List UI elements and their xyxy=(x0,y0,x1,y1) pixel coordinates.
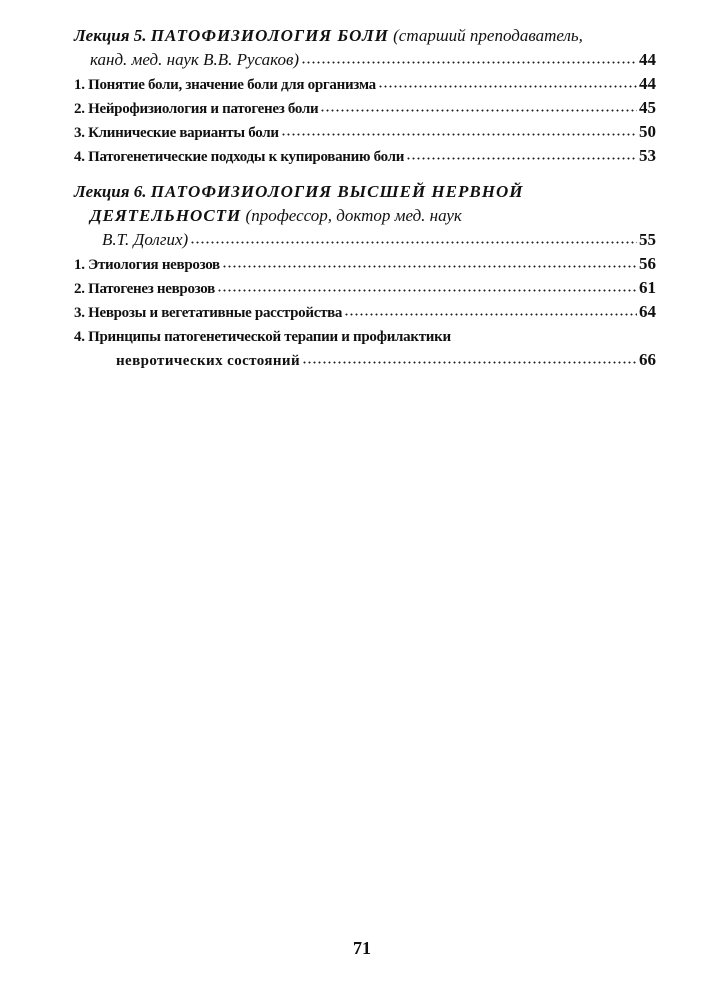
toc-entry xyxy=(74,252,656,276)
toc-entry-title: 4. Принципы патогенетической терапии и профилактики xyxy=(74,329,451,345)
toc-entry-title: 1. Понятие боли, значение боли для организма xyxy=(74,77,376,93)
leader-dots xyxy=(302,361,637,364)
toc-entry-title: 2. Нейрофизиология и патогенез боли xyxy=(74,101,319,117)
toc-entry-page: 61 xyxy=(639,278,656,297)
leader-dots xyxy=(320,109,637,112)
lecture-6-page: 55 xyxy=(639,230,656,249)
page-number: 71 xyxy=(353,938,371,958)
lecture-6-author-row xyxy=(74,228,656,252)
lecture-5-author-line1: (старший преподаватель, xyxy=(393,26,583,45)
toc-entry xyxy=(74,120,656,144)
leader-dots xyxy=(344,313,637,316)
lecture-5-title: ПАТОФИЗИОЛОГИЯ БОЛИ xyxy=(150,26,389,45)
lecture-5-author-line2: канд. мед. наук В.В. Русаков) xyxy=(90,50,299,69)
lecture-5-section xyxy=(74,24,656,168)
toc-entry xyxy=(74,72,656,96)
toc-entry-title: 4. Патогенетические подходы к купированию боли xyxy=(74,149,405,165)
toc-entry xyxy=(74,300,656,324)
toc-entry-continuation xyxy=(74,348,656,372)
toc-entry-title: 3. Неврозы и вегетативные расстройства xyxy=(74,305,343,321)
toc-entry-title-cont: невротических состояний xyxy=(116,353,300,369)
toc-entry-title: 3. Клинические варианты боли xyxy=(74,125,279,141)
leader-dots xyxy=(222,265,637,268)
toc-entry-page: 66 xyxy=(639,350,656,369)
toc-entry xyxy=(74,276,656,300)
toc-entry-page: 50 xyxy=(639,122,656,141)
toc-entry xyxy=(74,144,656,168)
leader-dots xyxy=(378,85,637,88)
lecture-5-author-row xyxy=(74,48,656,72)
lecture-6-prefix: Лекция 6. xyxy=(74,182,147,201)
lecture-6-heading-line2 xyxy=(74,204,656,228)
toc-entry-title: 2. Патогенез неврозов xyxy=(74,281,215,297)
lecture-6-title-line1: ПАТОФИЗИОЛОГИЯ ВЫСШЕЙ НЕРВНОЙ xyxy=(150,182,524,201)
lecture-5-heading xyxy=(74,24,656,48)
lecture-5-prefix: Лекция 5. xyxy=(74,26,147,45)
lecture-6-title-line2: ДЕЯТЕЛЬНОСТИ xyxy=(90,206,242,225)
leader-dots xyxy=(217,289,637,292)
leader-dots xyxy=(406,157,637,160)
leader-dots xyxy=(301,61,637,64)
lecture-5-page: 44 xyxy=(639,50,656,69)
lecture-6-heading xyxy=(74,180,656,204)
lecture-6-author-line2: В.Т. Долгих) xyxy=(102,230,189,249)
toc-entry-title: 1. Этиология неврозов xyxy=(74,257,220,273)
toc-entry xyxy=(74,324,656,348)
toc-entry xyxy=(74,96,656,120)
toc-entry-page: 64 xyxy=(639,302,656,321)
toc-entry-page: 44 xyxy=(639,74,656,93)
toc-entry-page: 45 xyxy=(639,98,656,117)
lecture-6-author-line1: (профессор, доктор мед. наук xyxy=(245,206,462,225)
leader-dots xyxy=(190,241,637,244)
toc-entry-page: 53 xyxy=(639,146,656,165)
leader-dots xyxy=(281,133,637,136)
toc-entry-page: 56 xyxy=(639,254,656,273)
lecture-6-section xyxy=(74,180,656,372)
